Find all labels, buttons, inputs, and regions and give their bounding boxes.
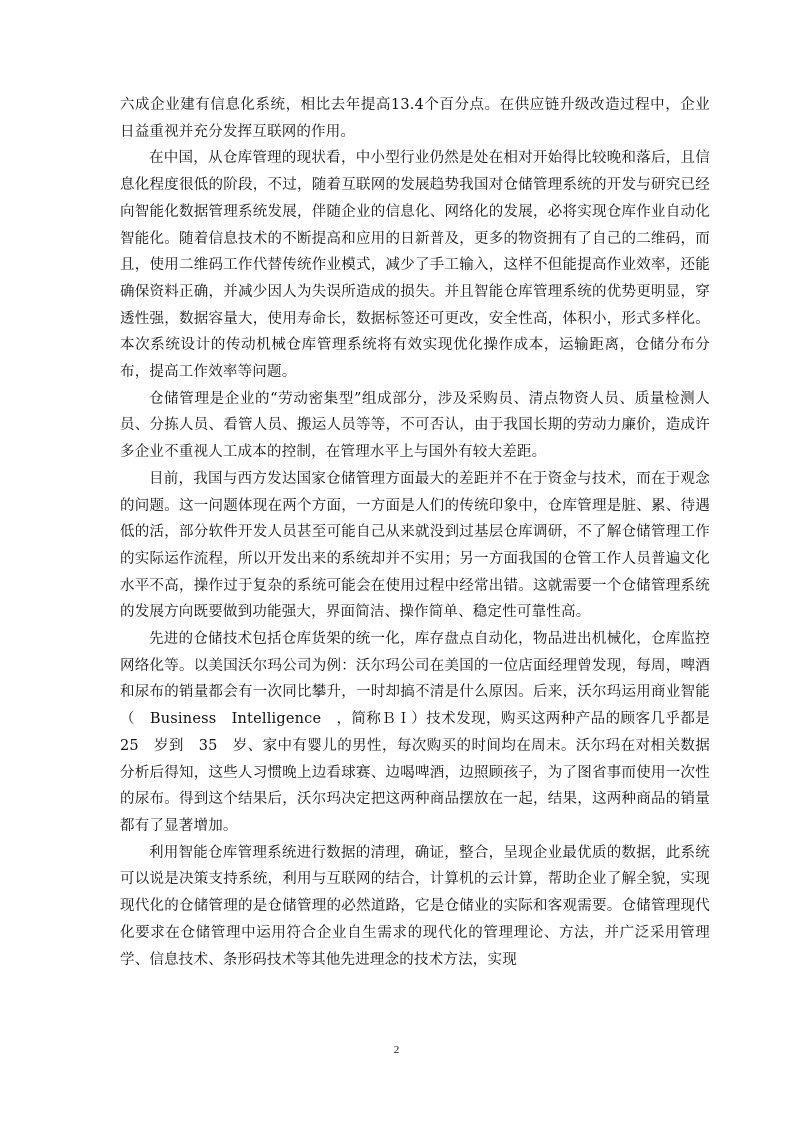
paragraph-labor-intensive: 仓储管理是企业的“劳动密集型”组成部分，涉及采购员、清点物资人员、质量检测人员、分拣人员、看管人员、搬运人员等等，不可否认，由于我国长期的劳动力廉价，造成许多企业不重视人工成本的控制，在管理水平上与国外有较大差距。 bbox=[120, 390, 710, 461]
page-number: 2 bbox=[393, 1044, 400, 1056]
paragraph-warehouse-status-china: 在中国，从仓库管理的现状看，中小型行业仍然是处在相对开始得比较晚和落后，且信息化程度很低的阶段，不过，随着互联网的发展趋势我国对仓储管理系统的开发与研究已经向智能化数据管理系统发展，伴随企业的信息化、网络化的发展，必将实现仓库作业自动化智能化。随着信息技术的不断提高和应用的日新普及，更多的物资拥有了自己的二维码，而且，使用二维码工作代替传统作业模式，减少了手工输入，这样不但能提高作业效率，还能确保资料正确，并减少因人为失误所造成的损失。并且智能仓库管理系统的优势更明显，穿透性强，数据容量大，使用寿命长，数据标签还可更改，安全性高，体积小，形式多样化。本次系统设计的传动机械仓库管理系统将有效实现优化操作成本，运输距离，仓储分布分布，提高工作效率等问题。 bbox=[120, 150, 710, 381]
paragraph-walmart-example: 先进的仓储技术包括仓库货架的统一化，库存盘点自动化，物品进出机械化，仓库监控网络化等。以美国沃尔玛公司为例：沃尔玛公司在美国的一位店面经理曾发现，每周，啤酒和尿布的销量都会有一次同比攀升，一时却搞不清是什么原因。后来，沃尔玛运用商业智能（ Business Intelligence ，简称ＢＩ）技术发现，购买这两种产品的顾客几乎都是 25 岁到 35 岁、家中有婴儿的男性，每次购买的时间均在周末。沃尔玛在对相关数据分析后得知，这些人习惯晚上边看球赛、边喝啤酒，边照顾孩子，为了图省事而使用一次性的尿布。得到这个结果后，沃尔玛决定把这两种商品摆放在一起，结果，这两种商品的销量都有了显著增加。 bbox=[120, 631, 725, 834]
paragraph-gap-with-west: 目前，我国与西方发达国家仓储管理方面最大的差距并不在于资金与技术，而在于观念的问题。这一问题体现在两个方面，一方面是人们的传统印象中，仓库管理是脏、累、待遇低的活，部分软件开发人员甚至可能自己从来就没到过基层仓库调研，不了解仓储管理工作的实际运作流程，所以开发出来的系统却并不实用；另一方面我国的仓管工作人员普遍文化水平不高，操作过于复杂的系统可能会在使用过程中经常出错。这就需要一个仓储管理系统的发展方向既要做到功能强大，界面简洁、操作简单、稳定性可靠性高。 bbox=[120, 470, 710, 621]
paragraph-continuation: 六成企业建有信息化系统，相比去年提高13.4个百分点。在供应链升级改造过程中，企业日益重视并充分发挥互联网的作用。 bbox=[120, 97, 710, 140]
paragraph-intelligent-system: 利用智能仓库管理系统进行数据的清理，确证，整合，呈现企业最优质的数据，此系统可以说是决策支持系统，利用与互联网的结合，计算机的云计算，帮助企业了解全貌，实现现代化的仓储管理的是仓储管理的必然道路，它是仓储业的实际和客观需要。仓储管理现代化要求在仓储管理中运用符合企业自生需求的现代化的管理理论、方法，并广泛采用管理学、信息技术、条形码技术等其他先进理念的技术方法，实现 bbox=[120, 844, 710, 968]
body-text bbox=[120, 92, 725, 973]
